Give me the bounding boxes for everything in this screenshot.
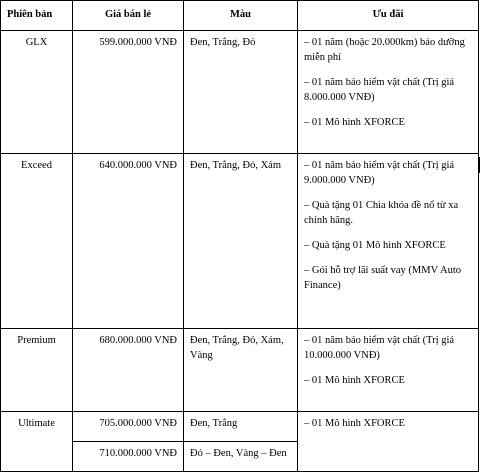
version-cell: Ultimate — [1, 412, 73, 472]
header-color: Màu — [184, 1, 298, 31]
promo-cell — [298, 412, 479, 472]
promo-item: – 01 năm (hoặc 20.000km) bảo dưỡng miễn phí — [304, 37, 465, 63]
table-row — [1, 154, 479, 329]
header-row — [1, 1, 479, 31]
color-cell: Đỏ – Đen, Vàng – Đen — [184, 442, 298, 472]
price-cell: 680.000.000 VNĐ — [73, 329, 184, 412]
price-cell: 599.000.000 VNĐ — [73, 31, 184, 154]
version-cell: Premium — [1, 329, 73, 412]
version-cell: GLX — [1, 31, 73, 154]
promo-item: – 01 năm bảo hiểm vật chất (Trị giá 8.000.000 VNĐ) — [304, 77, 455, 103]
promo-item: – Gói hỗ trợ lãi suất vay (MMV Auto Finance) — [304, 265, 462, 291]
promo-item: – Quà tặng 01 Mô hình XFORCE — [304, 240, 446, 251]
promo-item: – 01 năm bảo hiểm vật chất (Trị giá 9.000.000 VNĐ) — [304, 160, 455, 186]
header-promo: Ưu đãi — [298, 1, 479, 31]
promo-item: – 01 Mô hình XFORCE — [304, 418, 405, 429]
table-row — [1, 329, 479, 412]
promo-cell — [298, 31, 479, 154]
table-row — [1, 31, 479, 154]
header-version: Phiên bản — [1, 1, 73, 31]
promo-item: – 01 Mô hình XFORCE — [304, 375, 405, 386]
text-cursor-mark — [479, 157, 480, 173]
price-cell: 710.000.000 VNĐ — [73, 442, 184, 472]
promo-cell — [298, 329, 479, 412]
price-cell: 705.000.000 VNĐ — [73, 412, 184, 442]
color-cell: Đen, Trắng, Đỏ, Xám, Vàng — [184, 329, 298, 412]
promo-item: – Quà tặng 01 Chìa khóa đề nổ từ xa chính hãng. — [304, 200, 459, 226]
price-cell: 640.000.000 VNĐ — [73, 154, 184, 329]
promo-item: – 01 năm bảo hiểm vật chất (Trị giá 10.000.000 VNĐ) — [304, 335, 455, 361]
color-cell: Đen, Trắng, Đỏ, Xám — [184, 154, 298, 329]
promo-cell — [298, 154, 479, 329]
version-cell: Exceed — [1, 154, 73, 329]
table-row — [1, 412, 479, 442]
color-cell: Đen, Trắng, Đỏ — [184, 31, 298, 154]
color-cell: Đen, Trắng — [184, 412, 298, 442]
header-price: Giá bán lẻ — [73, 1, 184, 31]
promo-item: – 01 Mô hình XFORCE — [304, 117, 405, 128]
